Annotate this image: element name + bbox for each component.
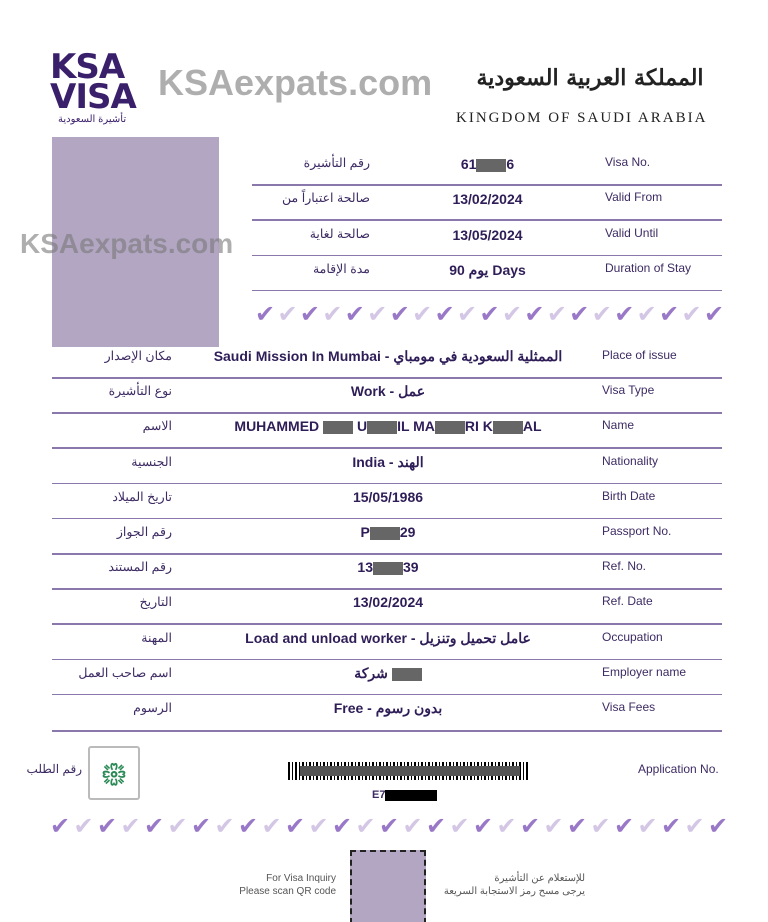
qr-en-line1: For Visa Inquiry <box>266 873 336 884</box>
row-divider <box>52 553 722 555</box>
check-mark-icon: ✔ <box>120 812 141 840</box>
logo-line2: VISA <box>50 77 136 117</box>
check-mark-icon: ✔ <box>144 812 165 840</box>
field-label-en: Visa Type <box>602 383 655 398</box>
check-mark-icon: ✔ <box>520 812 541 840</box>
value-part: Load and unload worker - عامل تحميل وتنزيل <box>245 629 531 646</box>
field-value <box>400 227 575 243</box>
field-value <box>178 418 598 434</box>
application-label-ar: رقم الطلب <box>26 762 82 776</box>
value-part: Work - عمل <box>350 383 426 400</box>
field-value <box>178 665 598 682</box>
check-mark-icon: ✔ <box>708 812 729 840</box>
check-mark-icon: ✔ <box>50 812 71 840</box>
field-label-ar: المهنة <box>141 630 172 645</box>
check-mark-icon: ✔ <box>299 300 320 328</box>
field-label-en: Duration of Stay <box>605 260 692 275</box>
value-part: Free - بدون رسوم <box>333 700 443 716</box>
check-mark-icon: ✔ <box>238 812 259 840</box>
ksa-visa-logo <box>50 47 136 117</box>
row-divider <box>52 659 722 661</box>
field-value <box>400 191 575 207</box>
field-value <box>178 630 598 647</box>
field-label-en: Nationality <box>602 453 659 468</box>
redaction <box>370 527 400 540</box>
check-mark-icon: ✔ <box>501 300 523 328</box>
field-label-en: Visa Fees <box>602 700 656 714</box>
row-divider <box>52 623 722 625</box>
check-mark-icon: ✔ <box>543 812 564 840</box>
field-value <box>178 383 598 400</box>
value-part: 61 <box>460 156 477 172</box>
qr-instructions-en <box>220 872 336 898</box>
application-label-en: Application No. <box>638 762 719 776</box>
check-mark-icon: ✔ <box>524 300 545 328</box>
value-part: RI K <box>464 418 493 435</box>
row-divider <box>52 447 722 449</box>
check-mark-icon: ✔ <box>426 812 447 840</box>
qr-ar-line1: للإستعلام عن التأشيرة <box>494 873 585 884</box>
row-divider <box>52 377 722 379</box>
value-part: India - الهند <box>352 453 424 470</box>
check-mark-icon: ✔ <box>255 300 276 328</box>
check-mark-icon: ✔ <box>659 300 680 328</box>
redaction <box>323 421 353 434</box>
value-part: 13/05/2024 <box>452 226 523 243</box>
application-number-prefix: E7 <box>372 789 386 801</box>
check-mark-icon: ✔ <box>389 300 410 328</box>
field-label-en: Visa No. <box>605 155 651 169</box>
field-value <box>400 156 575 172</box>
field-value <box>178 559 598 575</box>
field-label-en: Ref. Date <box>602 594 653 609</box>
check-mark-icon: ✔ <box>614 300 635 328</box>
field-label-ar: تاريخ الميلاد <box>112 489 172 504</box>
field-label-ar: مكان الإصدار <box>104 349 172 363</box>
check-mark-icon: ✔ <box>449 812 470 840</box>
check-mark-icon: ✔ <box>434 300 455 328</box>
row-divider <box>52 730 722 732</box>
check-mark-icon: ✔ <box>355 812 376 840</box>
row-divider <box>252 290 722 292</box>
field-label-ar: صالحة اعتباراً من <box>282 191 370 206</box>
value-part: 13/02/2024 <box>352 594 424 611</box>
check-mark-icon: ✔ <box>614 812 635 840</box>
field-value <box>178 454 598 471</box>
field-label-en: Ref. No. <box>602 559 647 574</box>
check-mark-icon: ✔ <box>167 812 188 840</box>
field-label-en: Employer name <box>602 664 687 679</box>
check-mark-icon: ✔ <box>569 300 590 328</box>
redaction <box>493 421 523 434</box>
check-mark-icon: ✔ <box>636 300 657 328</box>
field-value <box>178 594 598 610</box>
check-mark-icon: ✔ <box>261 812 282 840</box>
field-value <box>178 524 598 540</box>
field-label-ar: رقم التأشيرة <box>303 156 370 170</box>
watermark: KSAexpats.com <box>158 62 433 103</box>
field-value <box>400 262 575 279</box>
field-label-ar: اسم صاحب العمل <box>78 665 172 680</box>
check-mark-icon: ✔ <box>367 300 388 328</box>
field-label-ar: الاسم <box>142 419 172 434</box>
row-divider <box>52 588 722 590</box>
check-mark-icon: ✔ <box>681 300 702 328</box>
check-mark-icon: ✔ <box>322 300 343 328</box>
field-label-ar: التاريخ <box>139 595 172 610</box>
value-part: شركة <box>354 664 392 681</box>
value-part: 29 <box>399 524 416 540</box>
check-mark-icon: ✔ <box>191 812 212 840</box>
value-part: 6 <box>506 156 515 172</box>
qr-instructions-ar <box>435 872 585 898</box>
kingdom-english: KINGDOM OF SAUDI ARABIA <box>456 110 708 126</box>
check-mark-icon: ✔ <box>457 300 478 328</box>
redaction <box>476 159 506 172</box>
qr-en-line2: Please scan QR code <box>239 886 336 897</box>
field-label-ar: صالحة لغاية <box>309 226 370 241</box>
value-part: 90 يوم Days <box>449 261 526 278</box>
redaction <box>435 421 465 434</box>
check-mark-icon: ✔ <box>97 812 118 840</box>
redaction <box>385 790 437 801</box>
field-label-en: Occupation <box>602 629 663 644</box>
qr-code <box>350 850 426 922</box>
field-label-en: Birth Date <box>602 488 656 503</box>
row-divider <box>52 694 722 696</box>
value-part: 13/02/2024 <box>452 191 523 208</box>
check-mark-icon: ✔ <box>546 300 567 328</box>
check-mark-icon: ✔ <box>704 300 725 328</box>
check-mark-icon: ✔ <box>591 300 612 328</box>
redaction <box>373 562 403 575</box>
field-label-ar: مدة الإقامة <box>312 261 370 276</box>
check-mark-icon: ✔ <box>73 812 94 840</box>
watermark: KSAexpats.com <box>20 228 234 259</box>
check-mark-icon: ✔ <box>637 812 658 840</box>
check-mark-icon: ✔ <box>684 812 705 840</box>
value-part: MUHAMMED <box>234 418 324 435</box>
value-part: Saudi Mission In Mumbai - الممثلية السعودية في مومباي <box>213 348 563 364</box>
barcode-redaction <box>300 766 520 776</box>
check-mark-icon: ✔ <box>479 300 500 328</box>
field-value <box>178 348 598 365</box>
check-mark-icon: ✔ <box>402 812 423 840</box>
redaction <box>392 668 422 681</box>
check-mark-icon: ✔ <box>285 812 306 840</box>
check-mark-icon: ✔ <box>332 812 353 840</box>
logo-line1: KSA <box>50 47 125 87</box>
check-mark-icon: ✔ <box>308 812 329 840</box>
value-part: U <box>353 418 368 435</box>
value-part: 13 <box>357 559 373 576</box>
check-mark-icon: ✔ <box>379 812 400 840</box>
field-label-en: Passport No. <box>602 524 672 538</box>
field-label-en: Place of issue <box>602 348 677 362</box>
field-label-ar: الرسوم <box>133 701 172 715</box>
value-part: 39 <box>403 559 419 576</box>
row-divider <box>252 255 722 257</box>
check-mark-icon: ✔ <box>412 300 433 328</box>
field-label-en: Name <box>602 418 635 433</box>
field-label-en: Valid From <box>605 190 663 205</box>
field-label-ar: رقم الجواز <box>116 525 172 539</box>
value-part: 15/05/1986 <box>352 488 424 505</box>
field-value <box>178 700 598 717</box>
kingdom-arabic-calligraphy: المملكة العربية السعودية <box>476 65 704 91</box>
check-mark-icon: ✔ <box>567 812 588 840</box>
row-divider <box>52 518 722 520</box>
value-part: AL <box>522 418 542 435</box>
field-label-ar: الجنسية <box>131 454 172 469</box>
field-label-ar: نوع التأشيرة <box>108 384 172 399</box>
logo-arabic: تأشيرة السعودية <box>58 114 127 125</box>
value-part: P <box>360 524 370 540</box>
row-divider <box>252 184 722 186</box>
check-mark-icon: ✔ <box>496 812 517 840</box>
redaction <box>367 421 397 434</box>
application-number <box>372 789 437 801</box>
field-label-ar: رقم المستند <box>108 560 172 575</box>
check-mark-icon: ✔ <box>661 812 682 840</box>
check-mark-icon: ✔ <box>473 812 494 840</box>
field-label-en: Valid Until <box>605 225 659 240</box>
check-mark-icon: ✔ <box>214 812 235 840</box>
row-divider <box>52 483 722 485</box>
check-mark-icon: ✔ <box>277 300 298 328</box>
value-part: IL MA <box>397 418 435 435</box>
check-mark-icon: ✔ <box>590 812 611 840</box>
fingerprint-icon: ᪥ <box>88 746 140 800</box>
check-mark-icon: ✔ <box>344 300 365 328</box>
row-divider <box>52 412 722 414</box>
field-value <box>178 489 598 505</box>
row-divider <box>252 219 722 221</box>
qr-ar-line2: يرجى مسح رمز الاستجابة السريعة <box>443 886 585 897</box>
